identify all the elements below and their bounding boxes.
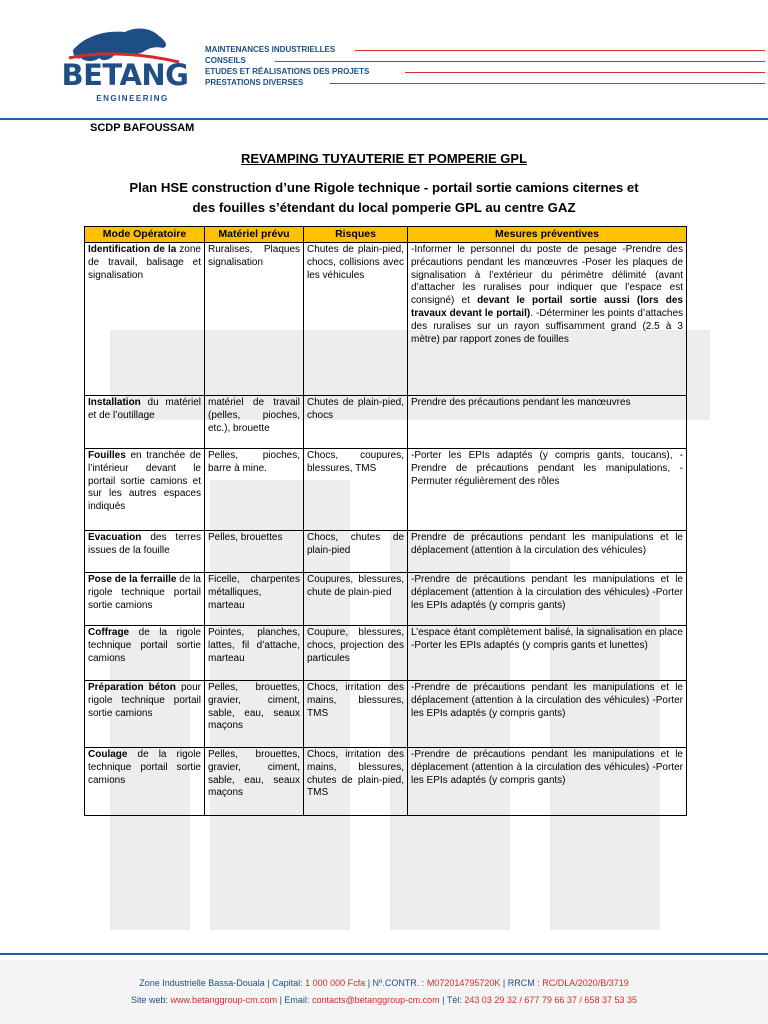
cell-materiel: Pelles, brouettes, gravier, ciment, sable, eau, seaux maçons xyxy=(205,748,304,816)
cell-risques: Chutes de plain-pied, chocs, collisions avec les véhicules xyxy=(304,243,408,396)
table-row xyxy=(85,626,687,681)
table-row xyxy=(85,531,687,573)
cell-mode: Préparation béton pour rigole technique portail sortie camions xyxy=(85,681,205,748)
cell-risques: Chocs, irritation des mains, blessures, chutes de plain-pied, TMS xyxy=(304,748,408,816)
document-subtitle: Plan HSE construction d’une Rigole technique - portail sortie camions citernes et des fouilles s’étendant du local pomperie GPL au centre GAZ xyxy=(129,180,639,215)
cell-materiel: Pelles, brouettes xyxy=(205,531,304,573)
cell-risques: Chocs, chutes de plain-pied xyxy=(304,531,408,573)
table-row xyxy=(85,748,687,816)
hse-table xyxy=(84,226,687,816)
cell-mode: Coffrage de la rigole technique portail sortie camions xyxy=(85,626,205,681)
cell-materiel: Pelles, pioches, barre à mine. xyxy=(205,449,304,531)
cell-mode: Evacuation des terres issues de la fouille xyxy=(85,531,205,573)
table-row xyxy=(85,396,687,449)
cell-mesures: -Prendre de précautions pendant les manipulations et le déplacement (attention à la circulation des véhicules) -Porter les EPIs adaptés (y compris gants) xyxy=(408,681,687,748)
cell-risques: Coupure, blessures, chocs, projection des particules xyxy=(304,626,408,681)
cell-materiel: matériel de travail (pelles, pioches, etc.), brouette xyxy=(205,396,304,449)
service-item: PRESTATIONS DIVERSES xyxy=(205,78,765,89)
table-row xyxy=(85,243,687,396)
cell-mesures: -Prendre de précautions pendant les manipulations et le déplacement (attention à la circulation des véhicules) -Porter les EPIs adaptés (y compris gants) xyxy=(408,748,687,816)
site-name: SCDP BAFOUSSAM xyxy=(90,122,195,134)
cell-mesures: -Prendre de précautions pendant les manipulations et le déplacement (attention à la circulation des véhicules) -Porter les EPIs adaptés (y compris gants) xyxy=(408,573,687,626)
email-link[interactable]: contacts@betanggroup-cm.com xyxy=(311,995,440,1005)
cell-risques: Chocs, irritation des mains, blessures, TMS xyxy=(304,681,408,748)
cell-mesures: L’espace étant complètement balisé, la signalisation en place -Porter les EPIs adaptés (y compris gants et lunettes) xyxy=(408,626,687,681)
cell-risques: Coupures, blessures, chute de plain-pied xyxy=(304,573,408,626)
footer-band xyxy=(0,960,768,1024)
service-item: MAINTENANCES INDUSTRIELLES xyxy=(205,45,765,56)
cell-risques: Chocs, coupures, blessures, TMS xyxy=(304,449,408,531)
footer-line-1: Zone Industrielle Bassa-Douala | Capital: 1 000 000 Fcfa | Nº.CONTR. : M072014795720K | RRCM : RC/DLA/2020/B/3719 xyxy=(139,978,629,988)
cell-mode: Fouilles en tranchée de l’intérieur devant le portail sortie camions et sur les autres espaces indiqués xyxy=(85,449,205,531)
cell-mesures: -Porter les EPIs adaptés (y compris gants, toucans), -Prendre de précautions pendant les manipulations, -Permuter régulièrement des rôles xyxy=(408,449,687,531)
logo-subtext: ENGINEERING xyxy=(96,94,169,103)
services-list xyxy=(205,45,765,89)
cell-mode: Installation du matériel et de l’outillage xyxy=(85,396,205,449)
cell-risques: Chutes de plain-pied, chocs xyxy=(304,396,408,449)
footer-rule xyxy=(0,953,768,955)
table-row xyxy=(85,449,687,531)
header-mode: Mode Opératoire xyxy=(85,227,205,243)
cell-mesures: Prendre des précautions pendant les manœuvres xyxy=(408,396,687,449)
footer-line-2: Site web: www.betanggroup-cm.com | Email: contacts@betanggroup-cm.com | Tél: 243 03 29 32 / 677 79 66 37 / 658 37 53 35 xyxy=(131,995,637,1005)
header-rule xyxy=(0,118,768,120)
table-row xyxy=(85,573,687,626)
table-row xyxy=(85,681,687,748)
cell-mesures: Prendre de précautions pendant les manipulations et le déplacement (attention à la circulation des véhicules) xyxy=(408,531,687,573)
cell-mode: Pose de la ferraille de la rigole technique portail sortie camions xyxy=(85,573,205,626)
header-materiel: Matériel prévu xyxy=(205,227,304,243)
cell-materiel: Pointes, planches, lattes, fil d’attache, marteau xyxy=(205,626,304,681)
document-title: REVAMPING TUYAUTERIE ET POMPERIE GPL xyxy=(240,151,528,166)
header-risques: Risques xyxy=(304,227,408,243)
header-mesures: Mesures préventives xyxy=(408,227,687,243)
table-header-row xyxy=(85,227,687,243)
website-link[interactable]: www.betanggroup-cm.com xyxy=(170,995,278,1005)
cell-mode: Coulage de la rigole technique portail sortie camions xyxy=(85,748,205,816)
cell-materiel: Ficelle, charpentes métalliques, marteau xyxy=(205,573,304,626)
cell-mesures: -Informer le personnel du poste de pesage -Prendre des précautions pendant les manœuvres -Poser les plaques de signalisation à l’extérieur du périmètre délimité (avant d’attacher les ruralises pour indiquer que l’espace est consigné) et devant le portail sortie aussi (lors des travaux devant le portail). -Déterminer les points d’attaches des ruralises sur un rayon suffisamment grand (2.5 à 3 mètre) par rapport zones de fouilles xyxy=(408,243,687,396)
logo-wordmark: BETANG xyxy=(61,58,189,92)
service-item: ETUDES ET RÉALISATIONS DES PROJETS xyxy=(205,67,765,78)
cell-mode: Identification de la zone de travail, balisage et signalisation xyxy=(85,243,205,396)
service-item: CONSEILS xyxy=(205,56,765,67)
cell-materiel: Pelles, brouettes, gravier, ciment, sable, eau, seaux maçons xyxy=(205,681,304,748)
cell-materiel: Ruralises, Plaques signalisation xyxy=(205,243,304,396)
